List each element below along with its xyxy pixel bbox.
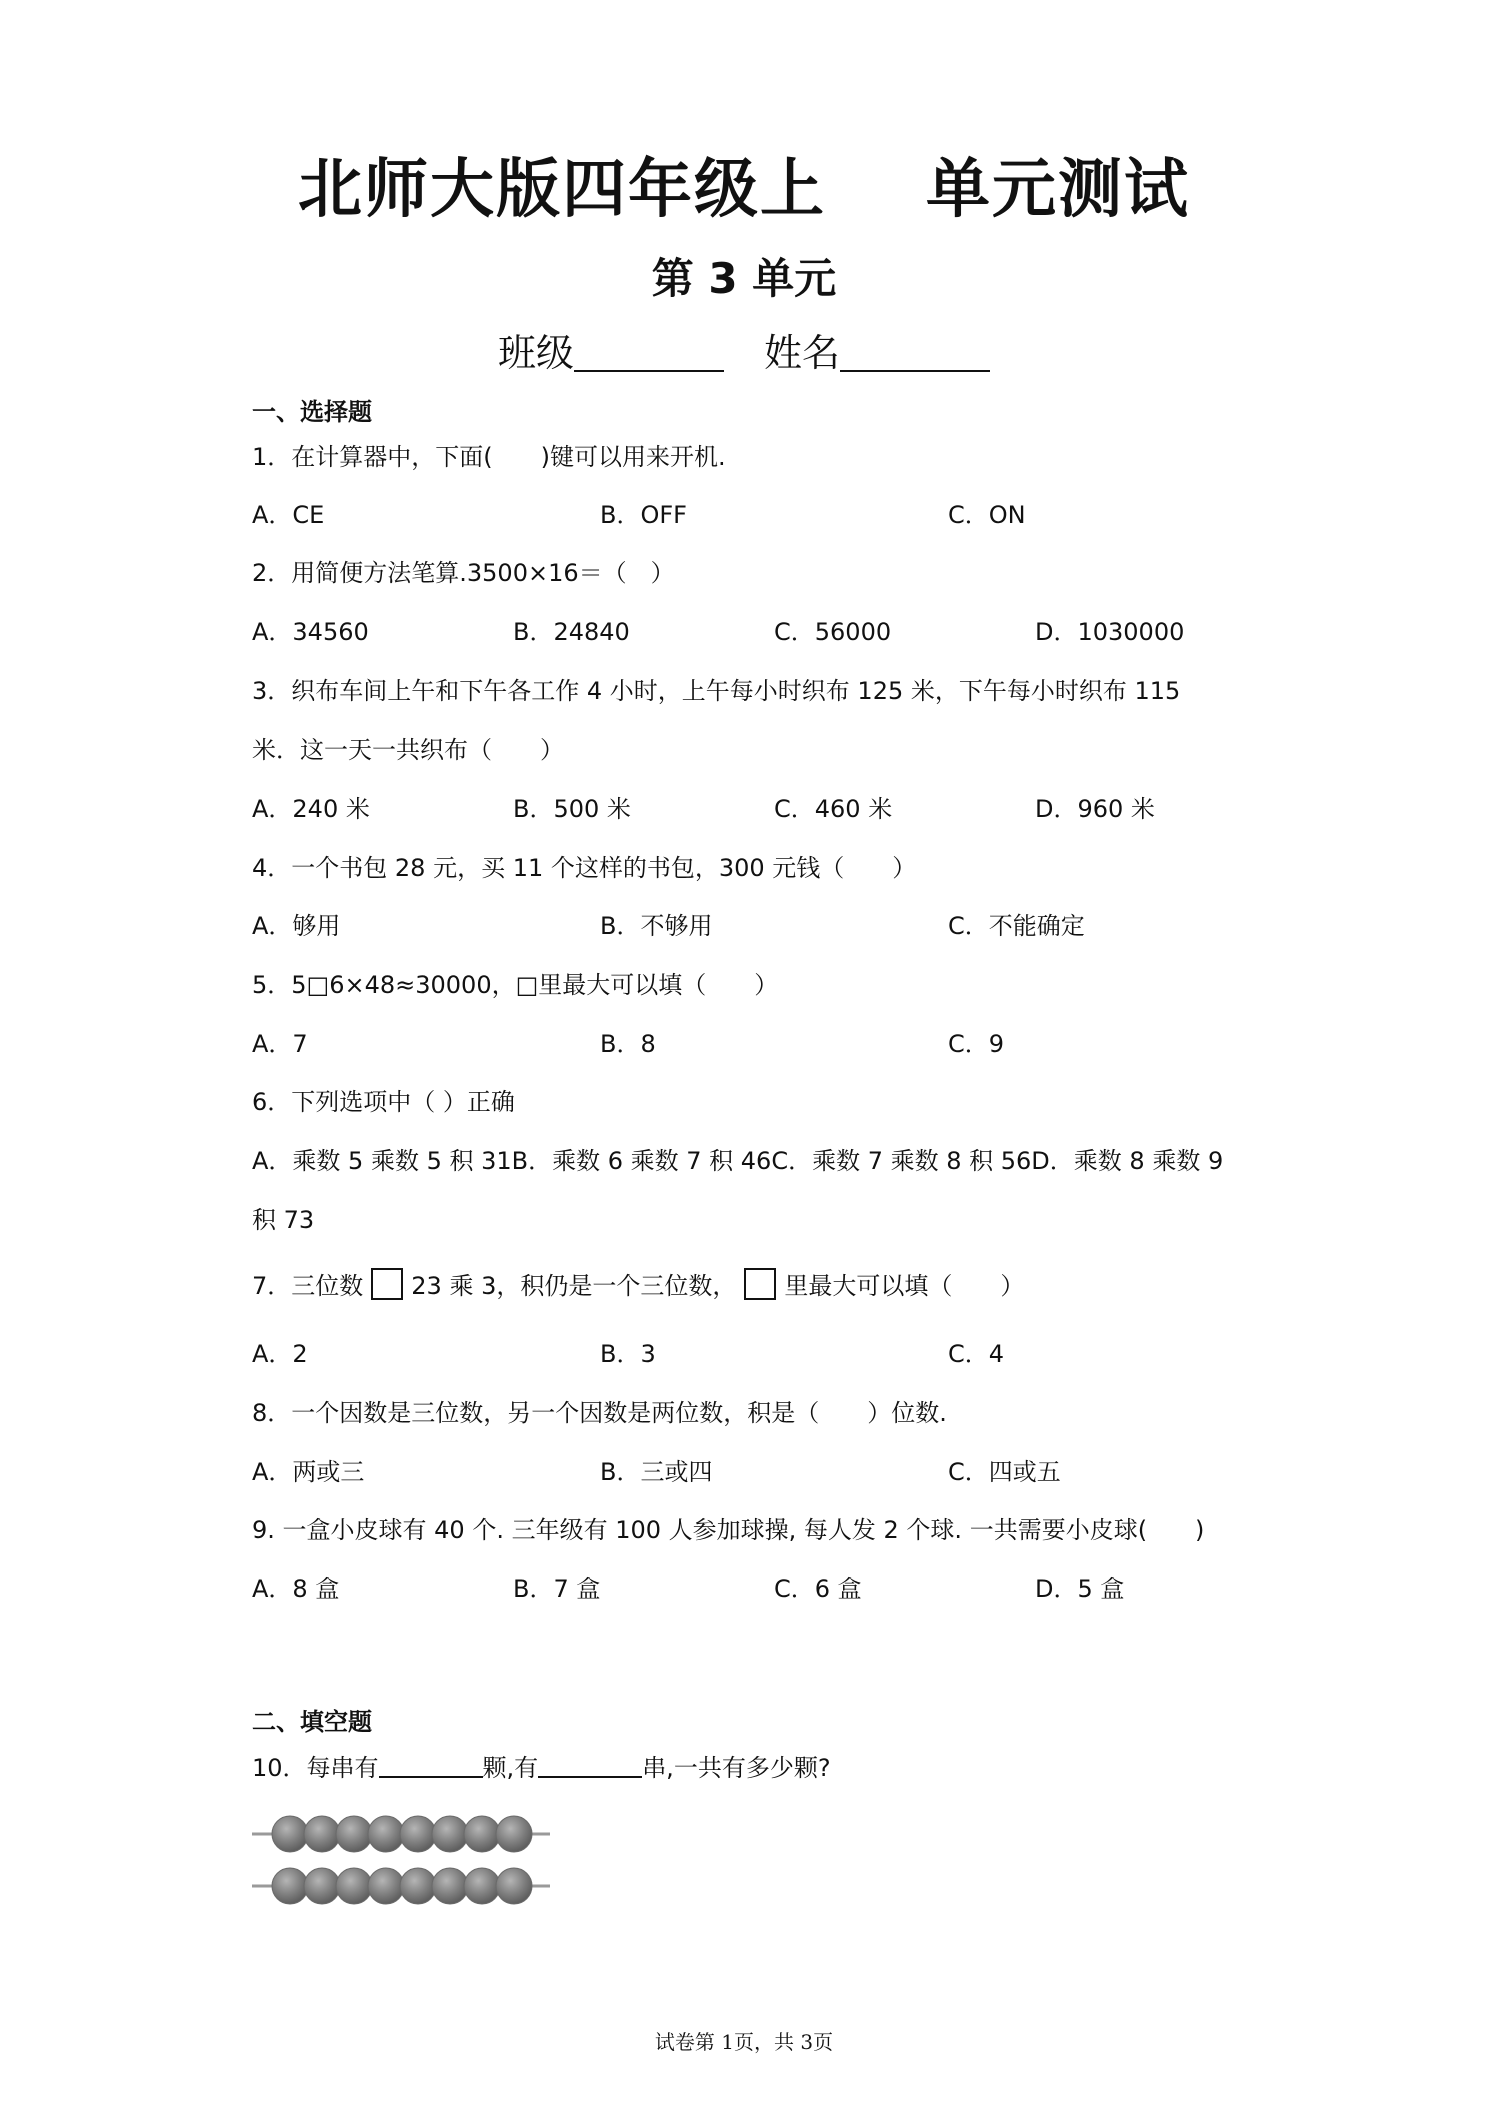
q7-text-1: 7．三位数 (252, 1272, 364, 1300)
q10-text-3: 串,一共有多少颗? (642, 1754, 831, 1782)
question-3-line-2: 米．这一天一共织布（ ） (252, 736, 564, 764)
class-name-line (0, 322, 1488, 377)
q3-option-d[interactable]: D．960 米 (1035, 795, 1155, 823)
title-right: 单元测试 (926, 153, 1190, 227)
question-10 (252, 1750, 831, 1785)
question-9: 9. 一盒小皮球有 40 个. 三年级有 100 人参加球操, 每人发 2 个球. 一共需要小皮球( ) (252, 1516, 1205, 1544)
bead (304, 1868, 340, 1904)
q7-option-b[interactable]: B．3 (600, 1340, 656, 1368)
bead (272, 1816, 308, 1852)
unit-subtitle: 第 3 单元 (651, 254, 837, 303)
q2-option-a[interactable]: A．34560 (252, 618, 369, 646)
class-label: 班级 (497, 331, 574, 375)
page-title (0, 138, 1488, 230)
page-footer: 试卷第 1页，共 3页 (654, 2030, 834, 2054)
title-left: 北师大版四年级上 (298, 153, 826, 227)
bead (400, 1868, 436, 1904)
string-count-blank[interactable] (538, 1750, 642, 1778)
q9-option-d[interactable]: D．5 盒 (1035, 1575, 1125, 1603)
q9-option-a[interactable]: A．8 盒 (252, 1575, 340, 1603)
bead (400, 1816, 436, 1852)
q5-option-a[interactable]: A．7 (252, 1030, 308, 1058)
q1-option-a[interactable]: A．CE (252, 501, 325, 529)
q8-option-c[interactable]: C．四或五 (948, 1458, 1061, 1486)
q5-option-b[interactable]: B．8 (600, 1030, 656, 1058)
question-6: 6．下列选项中（ ）正确 (252, 1088, 515, 1116)
q3-option-a[interactable]: A．240 米 (252, 795, 370, 823)
q7-text-3: 里最大可以填（ ） (784, 1272, 1025, 1300)
q10-text-2: 颗,有 (482, 1754, 539, 1782)
q4-option-a[interactable]: A．够用 (252, 912, 341, 940)
question-5: 5．5□6×48≈30000，□里最大可以填（ ） (252, 971, 779, 999)
q3-option-b[interactable]: B．500 米 (513, 795, 631, 823)
section-heading-fill: 二、填空题 (252, 1708, 372, 1736)
q8-option-a[interactable]: A．两或三 (252, 1458, 365, 1486)
bead (496, 1868, 532, 1904)
q2-option-b[interactable]: B．24840 (513, 618, 630, 646)
bead (272, 1868, 308, 1904)
bead (336, 1816, 372, 1852)
q1-option-c[interactable]: C．ON (948, 501, 1026, 529)
q9-option-b[interactable]: B．7 盒 (513, 1575, 601, 1603)
bead (304, 1816, 340, 1852)
q9-option-c[interactable]: C．6 盒 (774, 1575, 862, 1603)
name-label: 姓名 (764, 331, 841, 375)
q5-option-c[interactable]: C．9 (948, 1030, 1005, 1058)
class-blank[interactable] (574, 330, 724, 372)
q8-option-b[interactable]: B．三或四 (600, 1458, 713, 1486)
beads-per-string-blank[interactable] (379, 1750, 483, 1778)
q4-option-b[interactable]: B．不够用 (600, 912, 713, 940)
beads-illustration (250, 1810, 560, 1910)
section-heading-choice: 一、选择题 (252, 398, 372, 426)
question-2: 2．用简便方法笔算.3500×16＝（ ） (252, 559, 675, 587)
digit-box (371, 1268, 403, 1300)
bead (368, 1868, 404, 1904)
digit-box (744, 1268, 776, 1300)
q7-option-a[interactable]: A．2 (252, 1340, 308, 1368)
bead (464, 1868, 500, 1904)
q3-option-c[interactable]: C．460 米 (774, 795, 893, 823)
q4-option-c[interactable]: C．不能确定 (948, 912, 1085, 940)
q7-option-c[interactable]: C．4 (948, 1340, 1005, 1368)
question-1: 1．在计算器中，下面( )键可以用来开机. (252, 443, 726, 471)
question-7 (252, 1268, 1024, 1303)
bead (464, 1816, 500, 1852)
question-4: 4．一个书包 28 元，买 11 个这样的书包，300 元钱（ ） (252, 854, 917, 882)
question-8: 8．一个因数是三位数，另一个因数是两位数，积是（ ）位数. (252, 1399, 947, 1427)
bead (336, 1868, 372, 1904)
bead (496, 1816, 532, 1852)
q1-option-b[interactable]: B．OFF (600, 501, 687, 529)
q10-text-1: 10．每串有 (252, 1754, 379, 1782)
q2-option-c[interactable]: C．56000 (774, 618, 892, 646)
bead (368, 1816, 404, 1852)
name-blank[interactable] (840, 330, 990, 372)
bead (432, 1816, 468, 1852)
question-3-line-1: 3．织布车间上午和下午各工作 4 小时，上午每小时织布 125 米，下午每小时织布 115 (252, 677, 1181, 705)
q6-options-line-1[interactable]: A．乘数 5 乘数 5 积 31B．乘数 6 乘数 7 积 46C．乘数 7 乘数 8 积 56D．乘数 8 乘数 9 (252, 1147, 1224, 1175)
q6-options-line-2: 积 73 (252, 1206, 315, 1234)
q2-option-d[interactable]: D．1030000 (1035, 618, 1185, 646)
q7-text-2: 23 乘 3，积仍是一个三位数， (411, 1272, 737, 1300)
bead (432, 1868, 468, 1904)
